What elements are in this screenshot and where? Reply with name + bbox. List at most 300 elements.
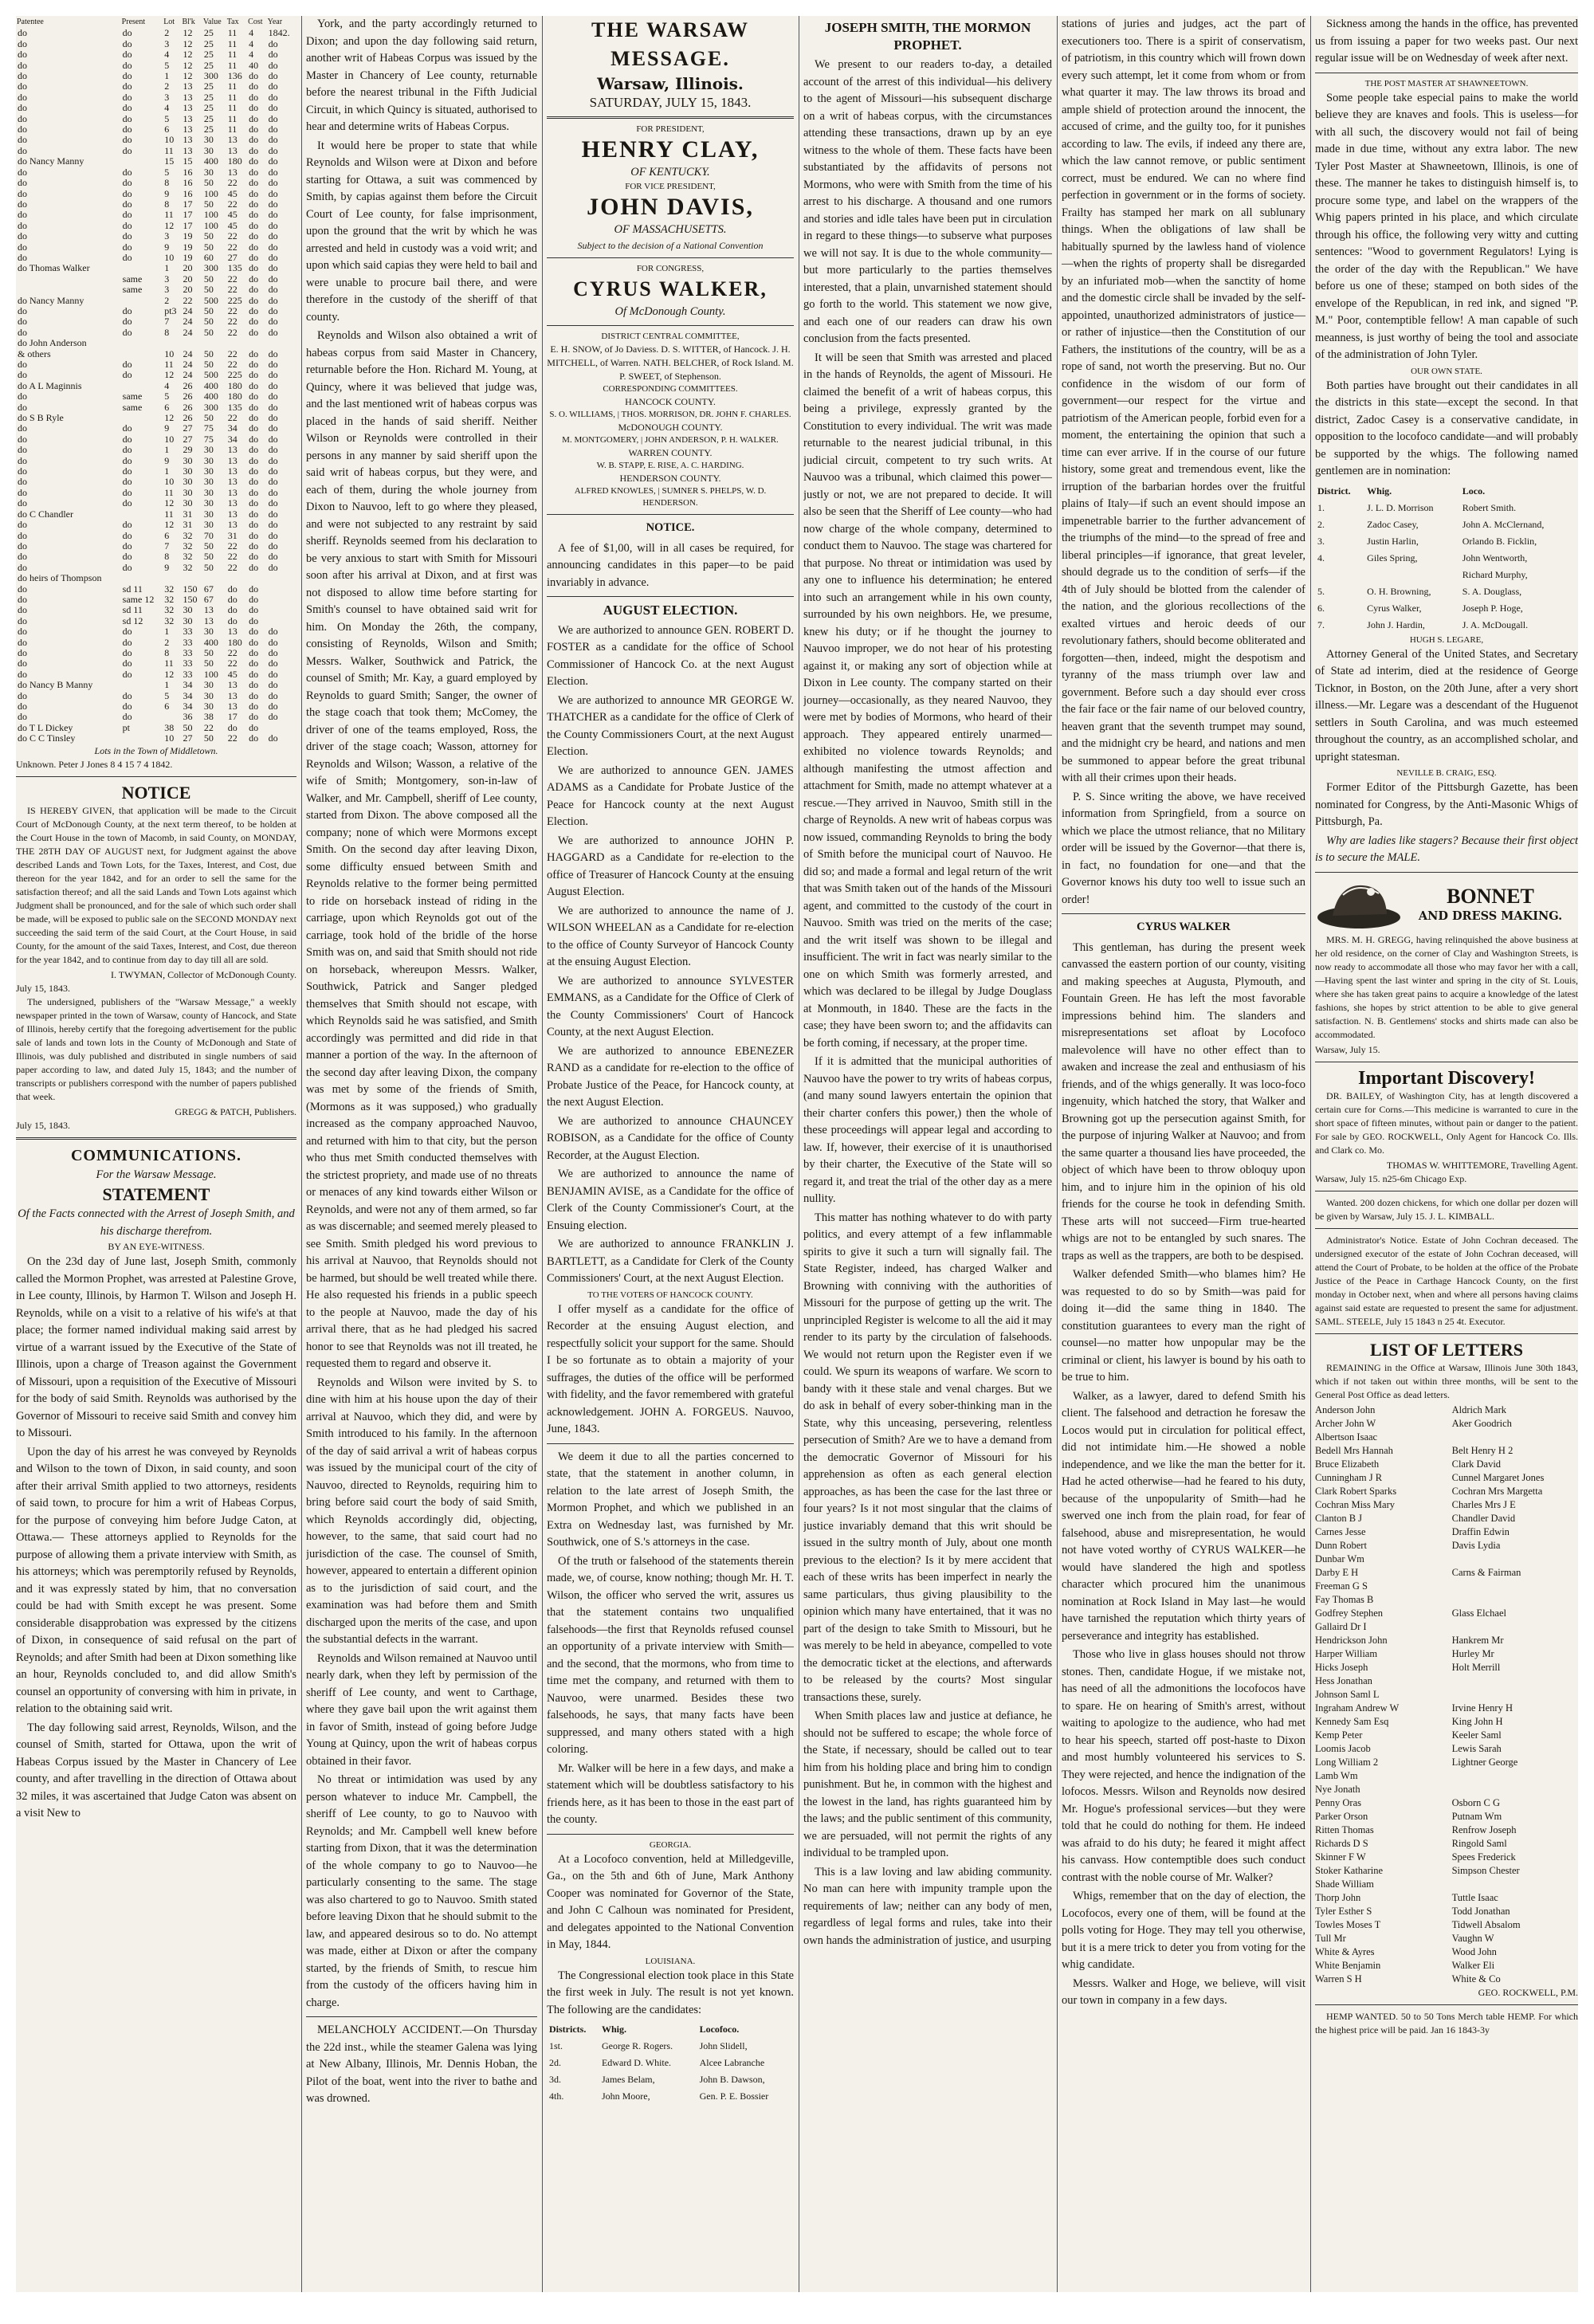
tax-row-cell: 8 [164,198,170,210]
tax-row-cell: 25 [203,112,214,124]
tax-row-cell: do [18,219,27,231]
candidate-row-cell [1366,567,1460,583]
letter-name: Godfrey Stephen [1315,1607,1384,1619]
letter-name: Cunnel Margaret Jones [1451,1471,1545,1483]
tax-row-cell: 30 [183,497,193,509]
tax-row-cell: 9 [164,187,170,199]
tax-row-cell: do [18,59,27,71]
tax-row-cell: do [268,59,278,71]
tax-table-body [16,28,296,744]
tax-row-cell: 180 [227,391,242,402]
tax-row-cell: do [249,198,259,210]
letter-row [1315,1729,1578,1742]
tax-row-cell: 13 [203,604,214,616]
tax-row [16,531,296,541]
tax-row-cell: 10 [164,251,175,263]
tax-row-cell: do [122,359,132,370]
tax-header-cell: Present [121,18,146,26]
tax-row-cell [121,338,163,348]
tax-row-cell [121,156,163,167]
tax-row-cell: do T L Dickey [18,721,73,733]
tax-row-cell: 400 [203,391,218,402]
letter-name: Dunn Robert [1315,1539,1367,1551]
letters-list [1315,1403,1578,1986]
tax-row-cell: do [268,316,278,328]
tax-row-cell: do [227,593,238,605]
tax-row [16,402,296,413]
tax-row-cell: 12 [183,49,193,61]
tax-row-cell: do [122,49,132,61]
tax-row-cell: do John Anderson [18,337,87,349]
letter-row [1315,1932,1578,1945]
tax-row-cell: 400 [203,155,218,167]
letter-name: White & Co [1451,1973,1501,1984]
tax-row-cell: do [18,476,27,488]
hancock-names: S. O. WILLIAMS, | THOS. MORRISON, DR. JOHN F. CHARLES. [549,410,791,419]
tax-row-cell: do [122,711,132,723]
letter-row [1315,1918,1578,1932]
tax-row-cell: 27 [183,732,193,744]
tax-header-cell: Lot [163,18,175,26]
louisiana-heading: LOUISIANA. [645,1956,696,1966]
georgia-text: At a Locofoco convention, held at Milledgeville, Ga., on the 5th and 6th of June, Mark Anthony Cooper was nominated for Governor of the State, and John C Calhoun was nominated for President, and delegates appointed to the National Convention in May, 1844. [547,1852,794,1951]
tax-row [16,359,296,370]
tax-row-cell: 34 [183,689,193,701]
tax-row-cell: 22 [227,646,238,658]
voters-heading: TO THE VOTERS OF HANCOCK COUNTY. [587,1290,753,1300]
tax-row-cell: do [249,187,259,199]
tax-row-cell: do [268,251,278,263]
tax-row-cell: do [249,124,259,135]
letter-name [1452,1580,1578,1593]
tax-row-cell: do [122,454,132,466]
candidate-row-cell: Richard Murphy, [1462,568,1528,580]
tax-row-cell: 135 [227,262,242,274]
candidate-row [1317,618,1576,633]
tax-row-cell: 32 [164,604,175,616]
candidate-row-cell: 6. [1317,602,1325,614]
tax-row-cell: 12 [183,70,193,82]
letter-name [1452,1620,1578,1634]
editorial-paragraph: If it is admitted that the municipal authorities of Nauvoo have the power to try writs of habeas corpus, (and many sound lawyers entertain the opinion that their charter confers this power,) then the whole of these proceedings will appear legal and according to law. If, however, their exercise of it is unauthorised by their charter, the Executive of the State will so regard it, and treat the trial of the other day as a mere nullity. [803,1055,1052,1205]
tax-row [16,189,296,199]
tax-row-cell: 3 [164,284,170,296]
tax-row-cell: 22 [203,721,214,733]
tax-row-cell: do [268,359,278,370]
cyrus-walker-heading: CYRUS WALKER [1137,921,1231,933]
tax-row-cell: 10 [164,347,175,359]
candidate-row [1317,517,1576,532]
ladies-joke: Why are ladies like stagers? Because their first object is to secure the MALE. [1315,834,1578,864]
statement-continued: No threat or intimidation was used by any person whatever to induce Mr. Campbell, the sheriff of Lee county, to go to Nauvoo with Reynolds; and Mr. Campbell well knew before starting from Dixon, that it was the determination of the whole company to go to Nauvoo—he particularly consenting to the same. The stage was also chartered to go to Nauvoo. Smith stated before leaving Dixon that he should submit to the law, and appeared desirous so to do. No attempt was made, either at Dixon or after the company started, by the friends of Smith, to rescue him from the custody of the officers having him in charge. [306,1773,537,2009]
letter-name: Renfrow Joseph [1451,1823,1517,1835]
letter-name [1452,1674,1578,1688]
tax-row [16,701,296,712]
tax-row-cell: 22 [227,316,238,328]
candidate-row-cell: Justin Harlin, [1367,535,1419,547]
tax-row-cell: 27 [183,422,193,434]
tax-row-cell: do [122,198,132,210]
tax-row-cell: do [249,91,259,103]
tax-row-cell: do [18,91,27,103]
tax-row [16,477,296,487]
candidate-row [1317,567,1576,583]
tax-row-cell: do [268,658,278,669]
letter-row [1315,1837,1578,1851]
tax-row-cell: 50 [203,540,214,552]
tax-row-cell: same [122,273,143,285]
tax-row-cell [202,573,226,583]
bonnet-date: Warsaw, July 15. [1315,1043,1380,1055]
district-row-cell: 4th. [549,2090,564,2102]
tax-row-cell: do [18,636,27,648]
mcdonough-heading: McDONOUGH COUNTY. [618,422,723,433]
tax-header-cell: Cost [248,18,263,26]
tax-row [16,28,296,38]
tax-row-cell: do [122,646,132,658]
tax-header-cell: Tax [226,18,239,26]
letter-row [1315,1742,1578,1756]
tax-row-cell: do [268,102,278,114]
tax-row-cell [181,573,202,583]
georgia-heading: GEORGIA. [649,1839,692,1850]
letter-row [1315,1566,1578,1580]
communications-heading: COMMUNICATIONS. [70,1146,242,1164]
tax-row-cell: 20 [183,284,193,296]
tax-row-cell: 13 [203,614,214,626]
tax-row-cell: do [18,561,27,573]
tax-row-cell: 22 [227,304,238,316]
tax-row-cell: do [249,316,259,328]
tax-row-cell: 45 [227,668,238,680]
tax-row-cell: do [18,391,27,402]
tax-row-cell: 2 [164,27,170,39]
tax-row-cell: do [268,112,278,124]
letter-name: Nye Jonath [1315,1783,1360,1795]
tax-row [16,605,296,615]
vp-candidate: JOHN DAVIS, [587,194,754,220]
tax-row [16,391,296,402]
tax-row-cell: do [18,124,27,135]
tax-row-cell: 6 [164,529,170,541]
tax-row-cell: do [18,497,27,509]
administrator-notice: Administrator's Notice. Estate of John Cochran deceased. The undersigned executor of the estate of John Cochran deceased, will attend the Court of Probate, to be holden at the office of the Probate Justice of the Peace in Carthage Hancock County, on the first monday in October next, when and where all persons having claims against said estate are requested to present the same for adjustment. SAML. STEELE, July 15 1843 n 25 4t. Executor. [1315,1234,1578,1327]
tax-row [16,221,296,231]
tax-row-cell: do [122,433,132,445]
letter-name: Cochran Mrs Margetta [1451,1485,1543,1497]
cyrus-walker-paragraph: Those who live in glass houses should not throw stones. Then, candidate Hogue, if we mistake not, has need of all the admonitions the locofocos have to spare. He on hearing of Smith's arrest, without waiting to apologize to the audience, who had met to hear his speech, started off post-haste to Dixon and most humbly volunteered his services to S. They were rejected, and hence the indignation of the lofocos. Messrs. Wilson and Reynolds now desired Mr. Hogue's professional services—but they were told that he could do nothing for them. He indeed was afraid to do his duty; he feared it might affect his canvass. How contemptible does such conduct contrast with the noble course of Mr. Walker? [1062,1648,1305,1884]
candidate-row-cell: 2. [1317,518,1325,530]
tax-row-cell: 26 [183,391,193,402]
tax-row-cell: do [249,658,259,669]
tax-row-cell: do [249,668,259,680]
tax-row [16,723,296,733]
tax-row-cell: do [249,251,259,263]
letter-name: Freeman G S [1315,1580,1368,1592]
tax-row-cell: 5 [164,59,170,71]
tax-row-cell: do [18,486,27,498]
tax-row [16,669,296,680]
letter-name: Ritten Thomas [1315,1823,1374,1835]
tax-row-cell: 20 [183,273,193,285]
letter-row [1315,1783,1578,1796]
tax-row [16,210,296,220]
letter-row [1315,1512,1578,1525]
tax-row [16,328,296,338]
tax-row-cell: 24 [183,369,193,381]
tax-row-cell: do [249,711,259,723]
letter-name: Loomis Jacob [1315,1742,1371,1754]
tax-row-cell: do [268,497,278,509]
tax-row-cell: do [268,476,278,488]
district-row-cell: Gen. P. E. Bossier [699,2090,769,2102]
letter-name [1452,1593,1578,1607]
notice-signature: I. TWYMAN, Collector of McDonough County. [111,968,296,980]
tax-row-cell: 225 [227,369,242,381]
tax-row-cell: do [249,262,259,274]
tax-row-cell: 22 [227,540,238,552]
tax-row-cell [267,616,296,626]
tax-row [16,146,296,156]
tax-row-cell: 32 [183,561,193,573]
tax-row [16,274,296,285]
tax-row-cell [247,573,266,583]
tax-row-cell: do [122,540,132,552]
statement-subtitle: Of the Facts connected with the Arrest of Joseph Smith, and his discharge therefrom. [18,1207,295,1238]
tax-row-cell: do Nancy Manny [18,155,84,167]
tax-row-cell: 11 [164,508,174,520]
tax-row-cell: 45 [227,219,238,231]
candidate-row-cell: 5. [1317,585,1325,597]
tax-row-cell: 7 [164,316,170,328]
cyrus-walker-paragraph: Walker, as a lawyer, dared to defend Smith his client. The falsehood and detraction he foresaw the Locos would put in circulation for political effect, did not intimidate him.—He showed a noble independence, and we like the man the better for it. Had he acted otherwise—had he feared to his duty, because of the unpopularity of Smith—had he swerved one inch from the plain road, for fear of falsehood, abuse and misrepresentation, he would not have voted worthy of CYRUS WALKER—he would have slandered the high and spotless character which procured him the unanimous nomination at Rock Island in May last—he would have tarnished the reputation which thirty years of perseverance and integrity has established. [1062,1389,1305,1643]
column-3 [547,16,794,2292]
tax-table [16,16,296,744]
tax-row-cell: 12 [164,369,175,381]
statement-paragraph: The day following said arrest, Reynolds, Wilson, and the counsel of Smith, started for Ottawa, upon the writ of Habeas Corpus issued by the Master in Chancery of Lee county, and after travelling in the direction of Ottawa about 32 miles, it was ascertained that Judge Caton was absent on a visit New to [16,1721,296,1820]
tax-row-cell: do [268,646,278,658]
tax-row-cell: do [122,80,132,92]
tax-row-cell: 22 [227,347,238,359]
tax-row-cell: 5 [164,112,170,124]
letter-name: Holt Merrill [1451,1661,1501,1673]
candidate-row-cell: John J. Hardin, [1367,618,1425,630]
tax-row-cell: do [249,294,259,306]
middletown-title: Lots in the Town of Middletown. [94,744,218,756]
letter-row [1315,1431,1578,1444]
letters-title: LIST OF LETTERS [1370,1339,1523,1360]
editorial-paragraph: This is a law loving and law abiding community. No man can here with impunity trample upon the requirements of law; neither can any body of men, regardless of legal forms and rules, take into their own hands the administration of justice, and usurping [803,1865,1052,1947]
tax-row-cell: do [18,433,27,445]
tax-row-cell: do [249,155,259,167]
warren-names: W. B. STAPP, E. RISE, A. C. HARDING. [596,461,744,470]
tax-row-cell: 32 [164,583,175,595]
tax-row-cell: 300 [203,401,218,413]
tax-row-cell: 33 [183,668,193,680]
tax-row-cell [121,733,163,744]
tax-row-cell: 67 [203,593,214,605]
district-header-cell: Whig. [601,2024,626,2035]
tax-row-cell: 16 [183,187,193,199]
tax-row-cell: do [249,412,259,424]
tax-row-cell: 13 [227,444,238,456]
tax-row-cell: do [122,177,132,189]
tax-row-cell: 30 [203,679,214,691]
tax-row-cell: do [18,604,27,616]
president-candidate: HENRY CLAY, [581,135,760,163]
letter-name: Davis Lydia [1451,1539,1501,1551]
tax-row-cell: do [249,551,259,563]
tax-row-cell: 16 [183,166,193,178]
tax-row-cell: 13 [227,497,238,509]
tax-row [16,488,296,498]
letter-name: Ringold Saml [1451,1837,1507,1849]
tax-row-cell: do [268,80,278,92]
tax-row-cell: do [122,241,132,253]
tax-row [16,167,296,178]
tax-row-cell: do [249,112,259,124]
tax-row-cell: 13 [227,134,238,146]
tax-row-cell: 180 [227,636,242,648]
tax-row-cell: 1 [164,70,170,82]
tax-row-cell: do [249,529,259,541]
tax-row-cell: 27 [227,251,238,263]
letter-row [1315,1525,1578,1539]
letter-name: Gallaird Dr I [1315,1620,1367,1632]
tax-row-cell: 4 [249,49,254,61]
letter-row [1315,1796,1578,1810]
tax-row-cell: 13 [227,476,238,488]
tax-row-cell: 32 [183,540,193,552]
letter-name: Tidwell Absalom [1451,1918,1521,1930]
tax-row-cell: do [122,144,132,156]
letter-name: Tyler Esther S [1315,1905,1372,1917]
tax-row-cell: 12 [164,219,175,231]
tax-row-cell [121,573,163,583]
tax-row-cell [202,338,226,348]
tax-row-cell: do [249,732,259,744]
tax-row-cell: 25 [203,80,214,92]
tax-row [16,92,296,103]
tax-row-cell: do [249,444,259,456]
tax-row [16,520,296,530]
tax-row-cell: do [249,689,259,701]
state-candidates-table [1315,482,1578,634]
tax-row-cell: do [122,70,132,82]
tax-row-cell: 38 [164,721,175,733]
tax-row-cell: do [249,561,259,573]
tax-row-cell: do [122,519,132,531]
tax-row-cell: 24 [183,359,193,370]
tax-row-cell: sd 11 [122,583,143,595]
tax-row-cell: 13 [227,701,238,712]
letter-name: Clark Robert Sparks [1315,1485,1397,1497]
tax-row-cell: do Nancy B Manny [18,679,93,691]
craig-heading: NEVILLE B. CRAIG, ESQ. [1396,768,1497,778]
tax-row-cell: do [249,80,259,92]
tax-row-cell: do [18,304,27,316]
tax-row-cell: 50 [203,658,214,669]
editorial-paragraph: This matter has nothing whatever to do with party politics, and every attempt of a few inflammable spirits to give it such a turn will signally fail. The State Register, indeed, has charged Walker and Browning with conniving with the authorities of Missouri for the purpose of getting up the writ. The unprincipled Register is welcome to all the aid it may render to its party by the circulation of falsehoods. We would not return upon the Register even if we could. We spurn its weapons of warfare. We scorn to bandy with it these stale and venal charges. But we do ask in behalf of every sober-thinking man in the State, why this unceasing, persevering, relentless persecution of Smith? Are we to have a demand from the democratic Governor of Missouri for his apprehension as often as each general election approaches, as has been the case for the last three or four years? Is it not most singular that the claims of justice invariably demand that this writ should be issued in the sultry month of July, about one month previous to the election? Is it by mere accident that each of these writs has been imperfect in nearly the same particulars, thus giving plausibility to the opinion which many have entertained, that it was no part of the design to take Smith to Missouri, but he was merely to be held in abeyance, compelled to vote the democratic ticket at the elections, and afterwards to be released by the courts? Most singular transactions these, surely. [803,1211,1052,1704]
letter-name: Keeler Saml [1451,1729,1502,1741]
tax-row [16,135,296,145]
letter-row [1315,1959,1578,1973]
letter-row [1315,1403,1578,1417]
tax-row-cell: do [122,561,132,573]
tax-row-cell: do [122,124,132,135]
tax-row-cell: do [249,230,259,242]
candidate-row-cell: J. L. D. Morrison [1367,501,1434,513]
candidate-row [1317,584,1576,599]
letter-row [1315,1539,1578,1553]
tax-row-cell: do [249,508,259,520]
tax-row-cell: 31 [183,519,193,531]
tax-row-cell: 12 [183,27,193,39]
tax-row-cell [16,274,121,285]
tax-row-cell: do [249,626,259,638]
letter-name: White Benjamin [1315,1959,1381,1971]
column-6 [1315,16,1578,2292]
tax-row-cell: do [18,646,27,658]
forgeus-announcement: I offer myself as a candidate for the office of Recorder at the ensuing August election, and respectfully solicit your support for the same. Should I be so fortunate as to obtain a majority of your suffrages, the duties of the office will be performed with fidelity, and the favor remembered with grateful acknowledgement. JOHN A. FORGEUS. Nauvoo, June, 1843. [547,1302,794,1435]
tax-row-cell: do [268,486,278,498]
district-row-cell: Alcee Labranche [699,2057,765,2068]
tax-row-cell: do [268,701,278,712]
letter-name: Putnam Wm [1451,1810,1502,1822]
tax-row-cell: 2 [164,80,170,92]
for-congress-label: FOR CONGRESS, [636,263,705,273]
letter-name: Tuttle Isaac [1451,1891,1498,1903]
tax-row-cell: 13 [227,679,238,691]
tax-row-cell [163,573,181,583]
letter-name: King John H [1451,1715,1503,1727]
tax-row-cell: do [268,551,278,563]
tax-row-cell: do [18,102,27,114]
district-row [548,2039,792,2054]
tax-row-cell: 30 [183,604,193,616]
tax-row-cell: do [249,369,259,381]
tax-row-cell: do [268,49,278,61]
tax-row-cell: do [122,37,132,49]
tax-row-cell: 4 [249,27,254,39]
letter-name: Skinner F W [1315,1851,1366,1863]
candidate-row-cell: Giles Spring, [1367,552,1418,563]
district-row-cell: 3d. [549,2074,561,2085]
tax-row-cell: 17 [183,219,193,231]
tax-row-cell: 13 [227,508,238,520]
tax-row-cell: do [18,593,27,605]
tax-row-cell: do [122,219,132,231]
tax-row-cell: 13 [183,80,193,92]
letter-name: Irvine Henry H [1451,1702,1513,1714]
letter-name: Kennedy Sam Esq [1315,1715,1389,1727]
tax-row [16,178,296,188]
tax-row-cell: 22 [227,284,238,296]
masthead-title: THE WARSAW MESSAGE. [591,18,749,70]
tax-row-cell: do [18,112,27,124]
tax-row-cell: do [18,144,27,156]
tax-row-cell: do [18,701,27,712]
candidate-row-cell: John A. McClernand, [1462,518,1545,530]
tax-row-cell: 45 [227,187,238,199]
cyrus-walker-paragraph: Whigs, remember that on the day of election, the Locofocos, every one of them, will be found at the polls voting for Hoge. They may tell you otherwise, but it is a mere trick to deter you from voting for the whig candidate. [1062,1890,1305,1971]
tax-row [16,498,296,508]
tax-row-cell [121,509,163,520]
tax-row-cell: do [249,519,259,531]
notice-fee-text: A fee of $1,00, will in all cases be required, for announcing candidates in this paper—to be paid invariably in advance. [547,541,794,589]
candidate-header-cell: District. [1317,485,1351,497]
tax-row-cell: 2 [164,294,170,306]
